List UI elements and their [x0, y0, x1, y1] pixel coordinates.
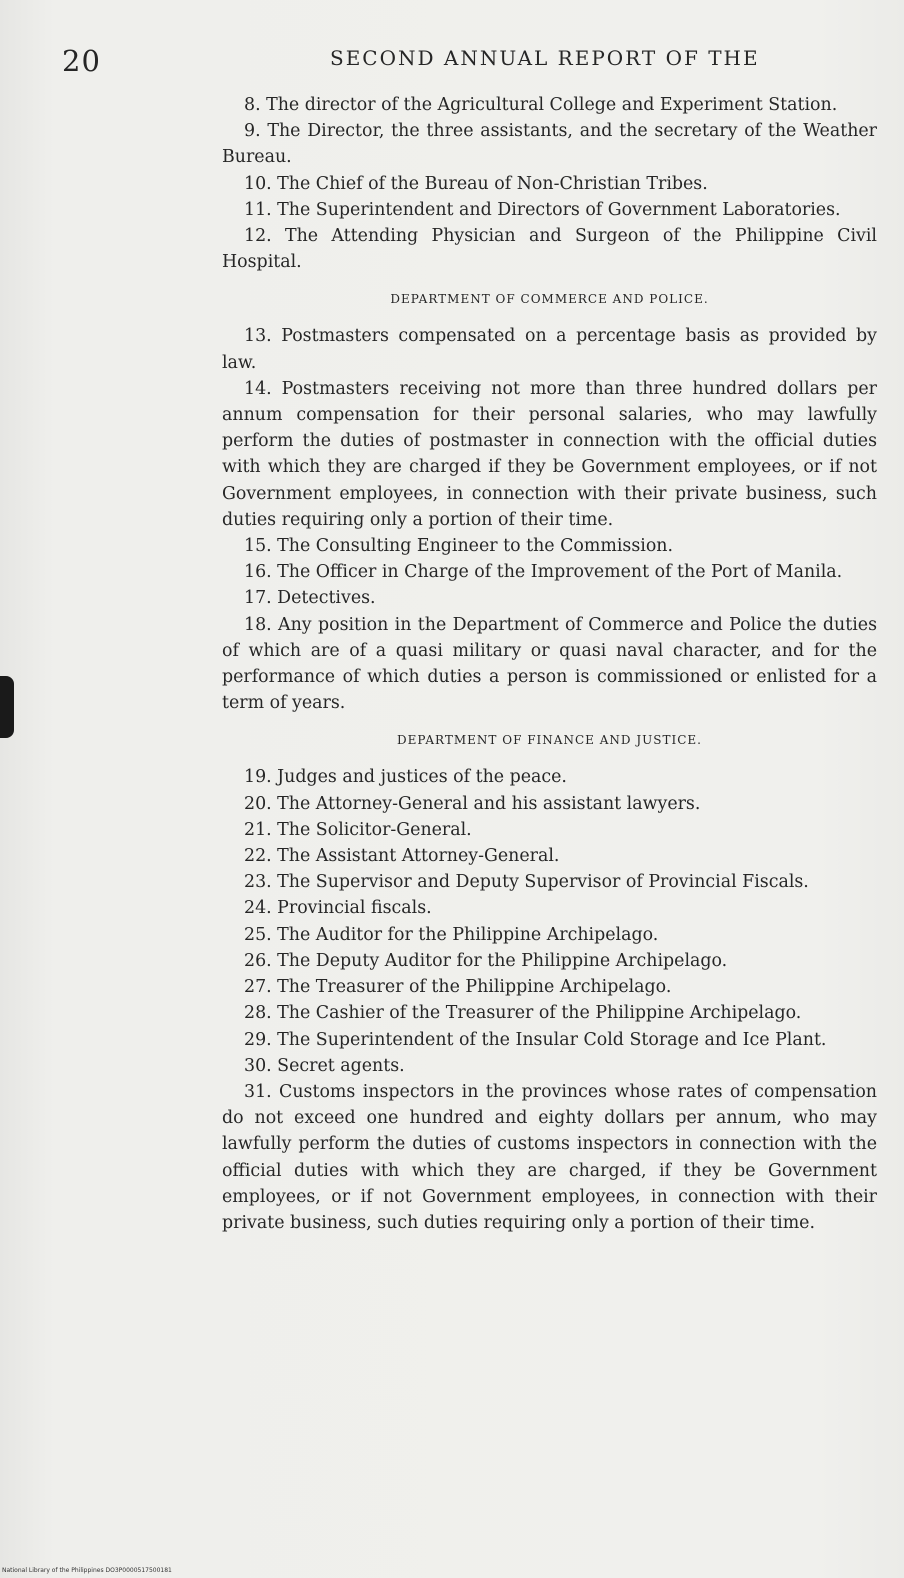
list-item: 28. The Cashier of the Treasurer of the Philippine Archipelago.: [244, 1003, 802, 1024]
list-item: 11. The Superintendent and Directors of Government Laboratories.: [244, 199, 841, 220]
list-item: 26. The Deputy Auditor for the Philippine Archipelago.: [244, 950, 728, 971]
list-item: 19. Judges and justices of the peace.: [244, 767, 567, 788]
list-item: 27. The Treasurer of the Philippine Archipelago.: [244, 977, 672, 998]
list-item: 13. Postmasters compensated on a percentage basis as provided by law.: [222, 326, 877, 373]
list-item: 21. The Solicitor-General.: [244, 819, 472, 840]
list-item: 10. The Chief of the Bureau of Non-Christian Tribes.: [244, 173, 708, 194]
list-item: 14. Postmasters receiving not more than three hundred dollars per annum compensation for their personal salaries, who may lawfully perform the duties of postmaster in connection with the official duties with which they are charged if they be Government employees, or if not Government employees, in connection with their private business, such duties requiring only a portion of their time.: [222, 378, 877, 530]
section-heading-commerce-police: DEPARTMENT OF COMMERCE AND POLICE.: [390, 292, 709, 307]
list-item: 22. The Assistant Attorney-General.: [244, 846, 560, 867]
list-item: 23. The Supervisor and Deputy Supervisor of Provincial Fiscals.: [244, 872, 809, 893]
list-item: 30. Secret agents.: [244, 1055, 405, 1076]
list-item: 12. The Attending Physician and Surgeon of the Philippine Civil Hospital.: [222, 226, 877, 273]
body-text: [222, 92, 877, 1236]
list-item: 18. Any position in the Department of Commerce and Police the duties of which are of a quasi military or quasi naval character, and for the performance of which duties a person is commissioned or enlisted for a term of years.: [222, 614, 877, 714]
page-number: 20: [62, 44, 101, 78]
list-item: 17. Detectives.: [244, 588, 376, 609]
list-item: 24. Provincial fiscals.: [244, 898, 432, 919]
list-item: 9. The Director, the three assistants, and the secretary of the Weather Bureau.: [222, 121, 877, 168]
list-item: 31. Customs inspectors in the provinces whose rates of compensation do not exceed one hundred and eighty dollars per annum, who may lawfully perform the duties of customs inspectors in connection with the official duties with which they are charged, if they be Government employees, or if not Government employees, in connection with their private business, such duties requiring only a portion of their time.: [222, 1081, 877, 1233]
list-item: 16. The Officer in Charge of the Improvement of the Port of Manila.: [244, 562, 843, 583]
list-item: 15. The Consulting Engineer to the Commission.: [244, 536, 674, 557]
scan-footer-credit: National Library of the Philippines DO3P0000517500181: [2, 1567, 172, 1574]
running-head: SECOND ANNUAL REPORT OF THE: [330, 46, 760, 70]
list-item: 20. The Attorney-General and his assistant lawyers.: [244, 793, 701, 814]
list-item: 8. The director of the Agricultural College and Experiment Station.: [244, 95, 838, 115]
list-item: 29. The Superintendent of the Insular Cold Storage and Ice Plant.: [244, 1029, 827, 1050]
section-heading-finance-justice: DEPARTMENT OF FINANCE AND JUSTICE.: [397, 733, 702, 748]
list-item: 25. The Auditor for the Philippine Archipelago.: [244, 924, 659, 945]
margin-ink-blot: [0, 676, 14, 738]
